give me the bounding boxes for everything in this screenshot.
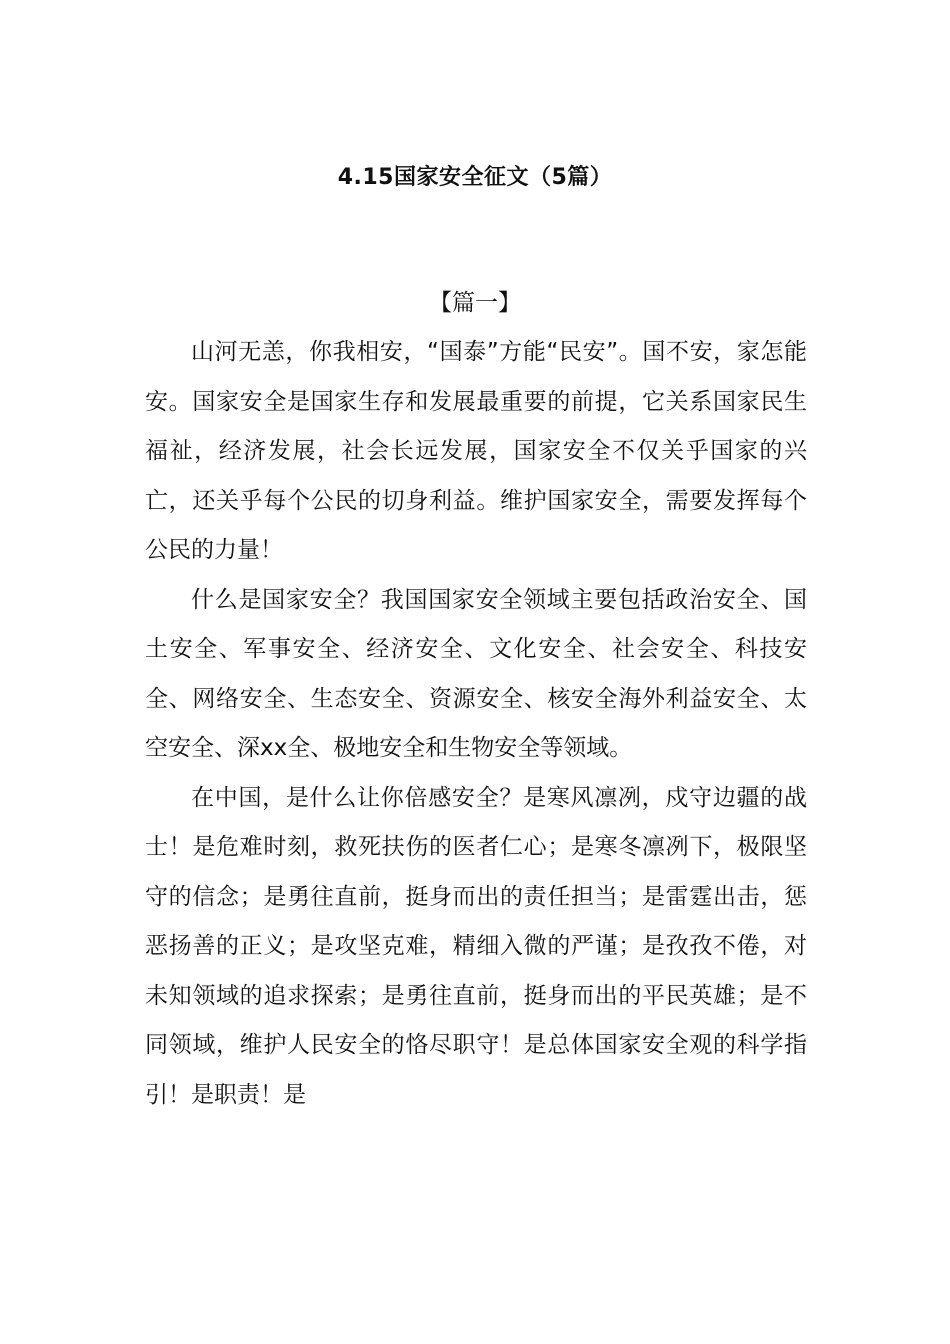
paragraph-1: 山河无恙，你我相安，“国泰”方能“民安”。国不安，家怎能安。国家安全是国家生存和发展最重要的前提，它关系国家民生福祉，经济发展，社会长远发展，国家安全不仅关乎国家的兴亡，还关乎每个公民的切身利益。维护国家安全，需要发挥每个公民的力量！ — [145, 339, 807, 563]
paragraph-3: 在中国，是什么让你倍感安全？是寒风凛冽，戍守边疆的战士！是危难时刻，救死扶伤的医者仁心；是寒冬凛冽下，极限坚守的信念；是勇往直前，挺身而出的责任担当；是雷霆出击，惩恶扬善的正义；是攻坚克难，精细入微的严谨；是孜孜不倦，对未知领域的追求探索；是勇往直前，挺身而出的平民英雄；是不同领域，维护人民安全的恪尽职守！是总体国家安全观的科学指引！是职责！是 — [145, 784, 807, 1108]
document-body — [145, 328, 807, 1120]
section-heading: 【篇一】 — [429, 290, 521, 316]
document-title: 4.15国家安全征文（5篇） — [337, 165, 613, 190]
paragraph-2: 什么是国家安全？我国国家安全领域主要包括政治安全、国土安全、军事安全、经济安全、文化安全、社会安全、科技安全、网络安全、生态安全、资源安全、核安全海外利益安全、太空安全、深xx全、极地安全和生物安全等领域。 — [145, 586, 807, 761]
